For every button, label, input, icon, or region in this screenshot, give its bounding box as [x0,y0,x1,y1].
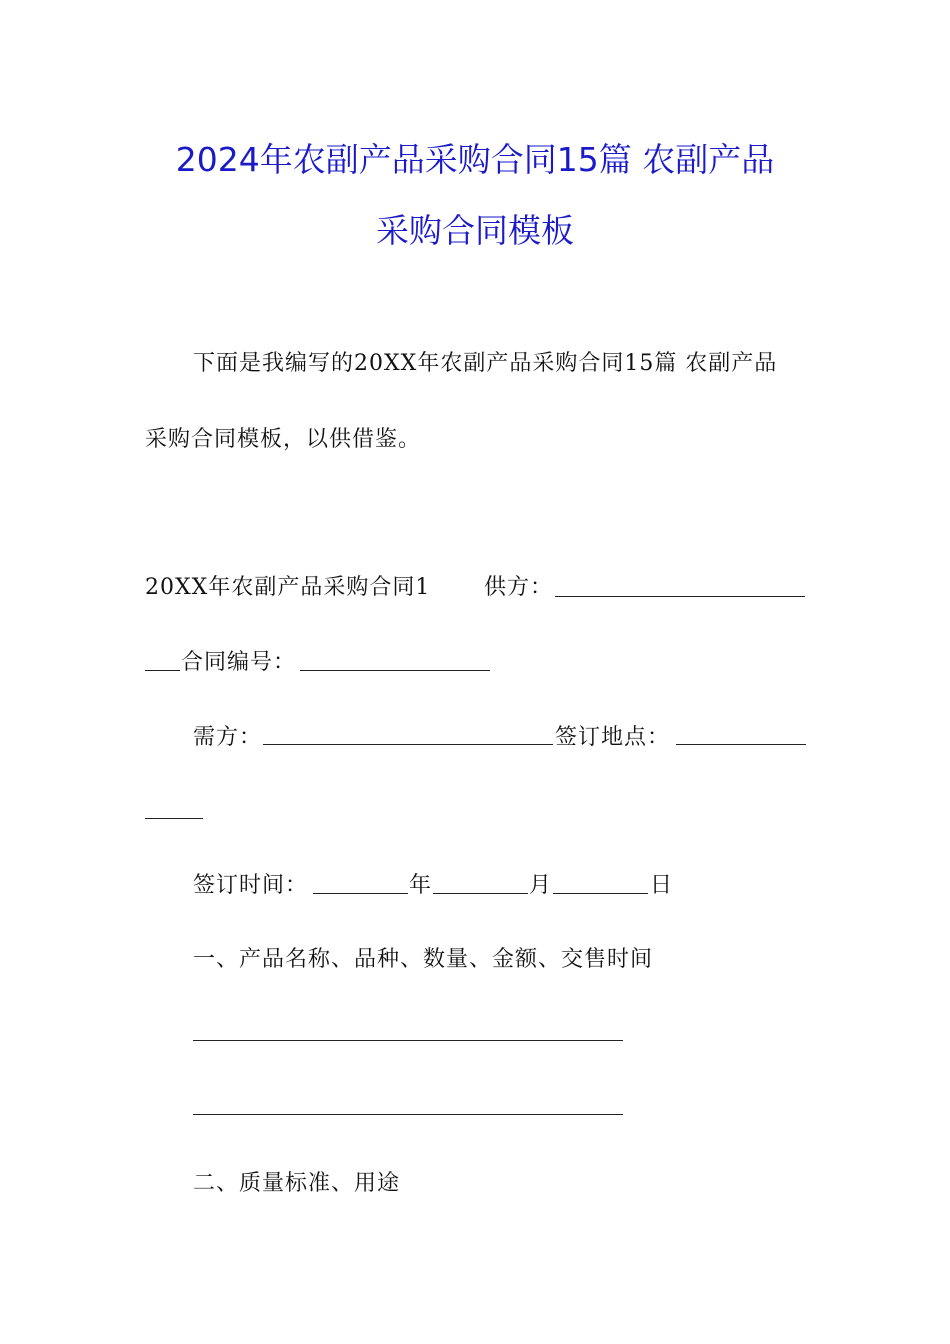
section1-blank-1 [193,1040,623,1041]
month-label: 月 [529,873,553,898]
supplier-blank [555,596,805,597]
sign-place-label: 签订地点： [555,725,671,750]
section2-heading: 二、质量标准、用途 [193,1171,401,1196]
buyer-blank [263,744,553,745]
document-title-line2: 采购合同模板 [376,211,574,250]
month-blank [433,893,528,894]
year-blank [313,893,408,894]
sign-place-blank [676,744,806,745]
intro-line1: 下面是我编写的20XX年农副产品采购合同15篇 农副产品 [193,351,778,376]
supplier-label: 供方： [484,575,554,600]
contract-heading: 20XX年农副产品采购合同1 [145,575,431,600]
contract-no-blank [300,670,490,671]
contract-no-prefix-blank [145,670,180,671]
document-title-line1: 2024年农副产品采购合同15篇 农副产品 [175,140,775,179]
section1-blank-2 [193,1114,623,1115]
section1-heading: 一、产品名称、品种、数量、金额、交售时间 [193,947,654,972]
buyer-label: 需方： [193,725,263,750]
day-label: 日 [650,873,674,898]
year-label: 年 [409,873,433,898]
day-blank [553,893,648,894]
contract-no-label: 合同编号： [181,650,297,675]
intro-line2: 采购合同模板，以供借鉴。 [145,427,422,452]
sign-time-label: 签订时间： [193,873,309,898]
sign-place-blank-cont [145,818,203,819]
